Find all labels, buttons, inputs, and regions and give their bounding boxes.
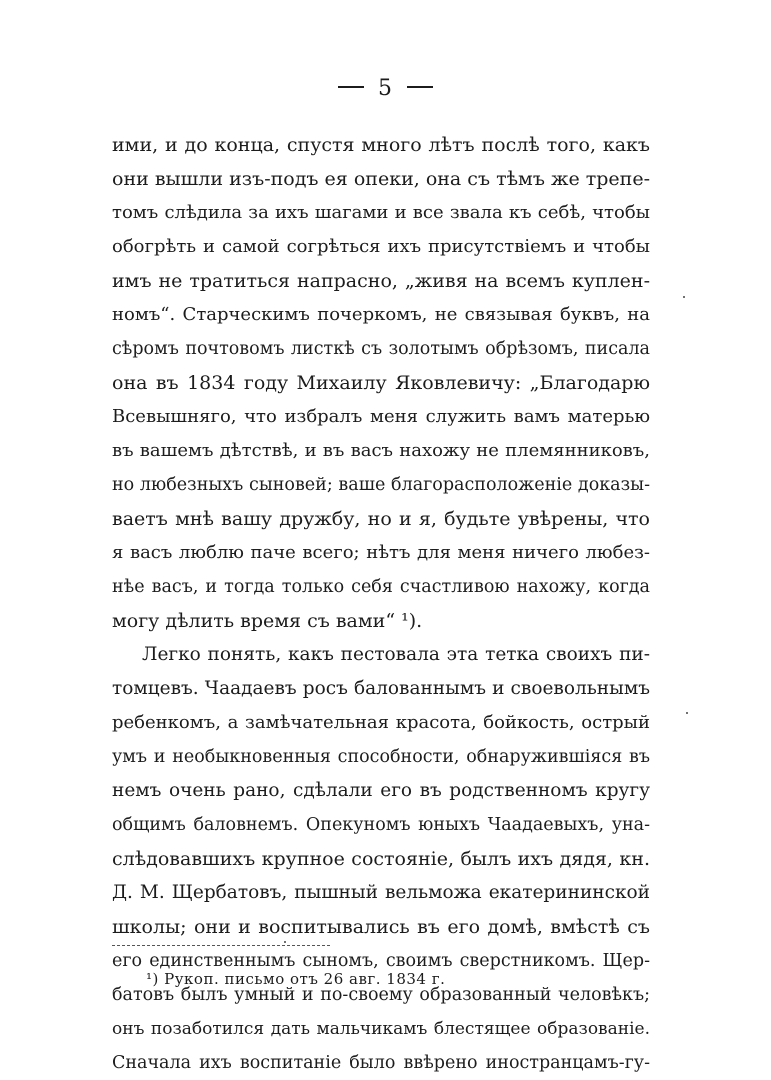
text-line: слѣдовавшихъ крупное состояніе, былъ ихъ дядя, кн.: [112, 848, 650, 870]
text-line: она въ 1834 году Михаилу Яковлевичу: „Благодарю: [112, 372, 650, 394]
text-line: общимъ баловнемъ. Опекуномъ юныхъ Чаадаевыхъ, уна-: [112, 815, 650, 835]
text-line: они вышли изъ-подъ ея опеки, она съ тѣмъ же трепе-: [112, 168, 650, 190]
text-line: ваетъ мнѣ вашу дружбу, но и я, будьте увѣрены, что: [112, 508, 650, 530]
text-line: въ вашемъ дѣтствѣ, и въ васъ нахожу не племянниковъ,: [112, 440, 650, 461]
text-line: Всевышняго, что избралъ меня служить вамъ матерью: [112, 406, 650, 427]
footnote-rule: [112, 945, 330, 946]
text-line: имъ не тратиться напрасно, „живя на всемъ куплен-: [112, 270, 650, 292]
scan-speck: [683, 296, 685, 298]
text-line: томцевъ. Чаадаевъ росъ балованнымъ и своевольнымъ: [112, 678, 650, 699]
body-text: [112, 128, 650, 1080]
text-line: умъ и необыкновенныя способности, обнаружившіяся въ: [112, 747, 650, 767]
text-line: сѣромъ почтовомъ листкѣ съ золотымъ обрѣзомъ, писала: [112, 339, 650, 359]
left-dash: [338, 86, 364, 88]
text-line: могу дѣлить время съ вами“ ¹).: [112, 610, 423, 632]
right-dash: [407, 86, 433, 88]
page-number-header: [0, 76, 771, 101]
text-line: Легко понять, какъ пестовала эта тетка своихъ пи-: [142, 644, 650, 665]
text-line: Д. М. Щербатовъ, пышный вельможа екатерининской: [112, 882, 650, 903]
text-line: онъ позаботился дать мальчикамъ блестящее образованіе.: [112, 1019, 650, 1039]
text-line: батовъ былъ умный и по-своему образованный человѣкъ;: [112, 985, 650, 1005]
text-line: Сначала ихъ воспитаніе было ввѣрено иностранцамъ-гу-: [112, 1053, 650, 1073]
scan-speck: [284, 941, 286, 943]
page-number: 5: [378, 76, 393, 101]
text-line: немъ очень рано, сдѣлали его въ родственномъ кругу: [112, 780, 650, 801]
text-line: школы; они и воспитывались въ его домѣ, вмѣстѣ съ: [112, 916, 650, 938]
text-line: его единственнымъ сыномъ, своимъ сверстникомъ. Щер-: [112, 951, 650, 971]
text-line: ребенкомъ, а замѣчательная красота, бойкость, острый: [112, 712, 650, 733]
text-line: я васъ люблю паче всего; нѣтъ для меня ничего любез-: [112, 542, 650, 563]
footnote: ¹) Рукоп. письмо отъ 26 авг. 1834 г.: [146, 970, 446, 988]
text-line: ими, и до конца, спустя много лѣтъ послѣ того, какъ: [112, 134, 650, 156]
text-line: обогрѣть и самой согрѣться ихъ присутствіемъ и чтобы: [112, 236, 650, 257]
text-line: нѣе васъ, и тогда только себя счастливою нахожу, когда: [112, 577, 650, 597]
text-line: но любезныхъ сыновей; ваше благорасположеніе доказы-: [112, 475, 650, 495]
text-line: томъ слѣдила за ихъ шагами и все звала къ себѣ, чтобы: [112, 202, 650, 223]
scan-speck: [686, 712, 688, 714]
text-line: номъ“. Старческимъ почеркомъ, не связывая буквъ, на: [112, 304, 650, 325]
